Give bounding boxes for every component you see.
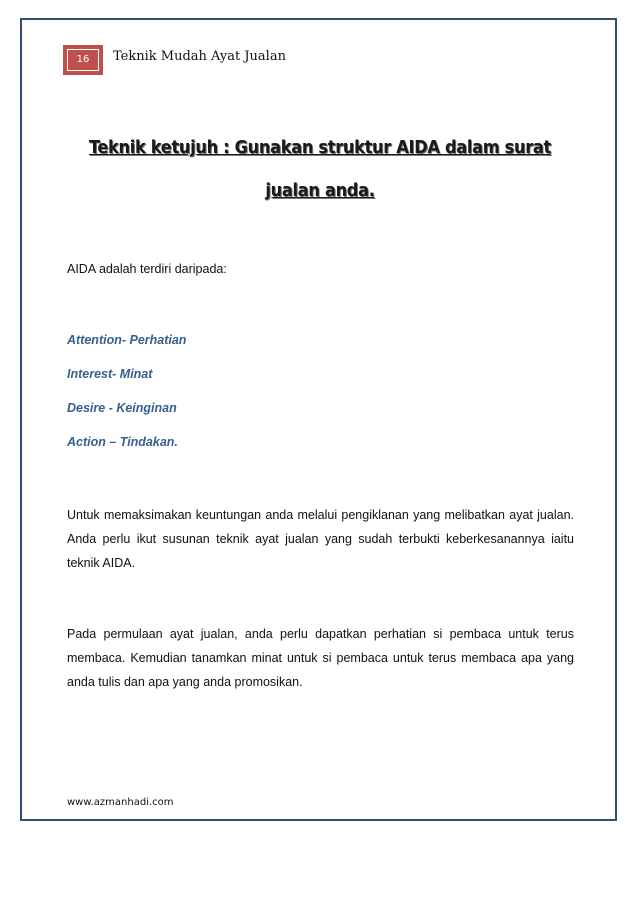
- paragraph-2: Pada permulaan ayat jualan, anda perlu dapatkan perhatian si pembaca untuk terus membaca. Kemudian tanamkan minat untuk si pembaca untuk terus membaca apa yang anda tulis dan apa yang anda promosikan.: [67, 627, 574, 689]
- aida-item-attention: Attention- Perhatian: [67, 333, 187, 347]
- aida-item-interest: Interest- Minat: [67, 367, 153, 381]
- paragraph-1: Untuk memaksimakan keuntungan anda melalui pengiklanan yang melibatkan ayat jualan. Anda perlu ikut susunan teknik ayat jualan yang sudah terbukti keberkesanannya iaitu teknik AIDA.: [67, 508, 574, 570]
- page-number: 16: [67, 49, 99, 71]
- aida-item-desire: Desire - Keinginan: [67, 401, 177, 415]
- aida-item-action: Action – Tindakan.: [67, 435, 178, 449]
- page-number-badge: [63, 45, 103, 75]
- intro-text: AIDA adalah terdiri daripada:: [67, 262, 227, 276]
- header-title: Teknik Mudah Ayat Jualan: [113, 49, 286, 64]
- section-heading: Teknik ketujuh : Gunakan struktur AIDA dalam surat jualan anda.: [89, 137, 551, 201]
- footer-website: www.azmanhadi.com: [67, 797, 174, 808]
